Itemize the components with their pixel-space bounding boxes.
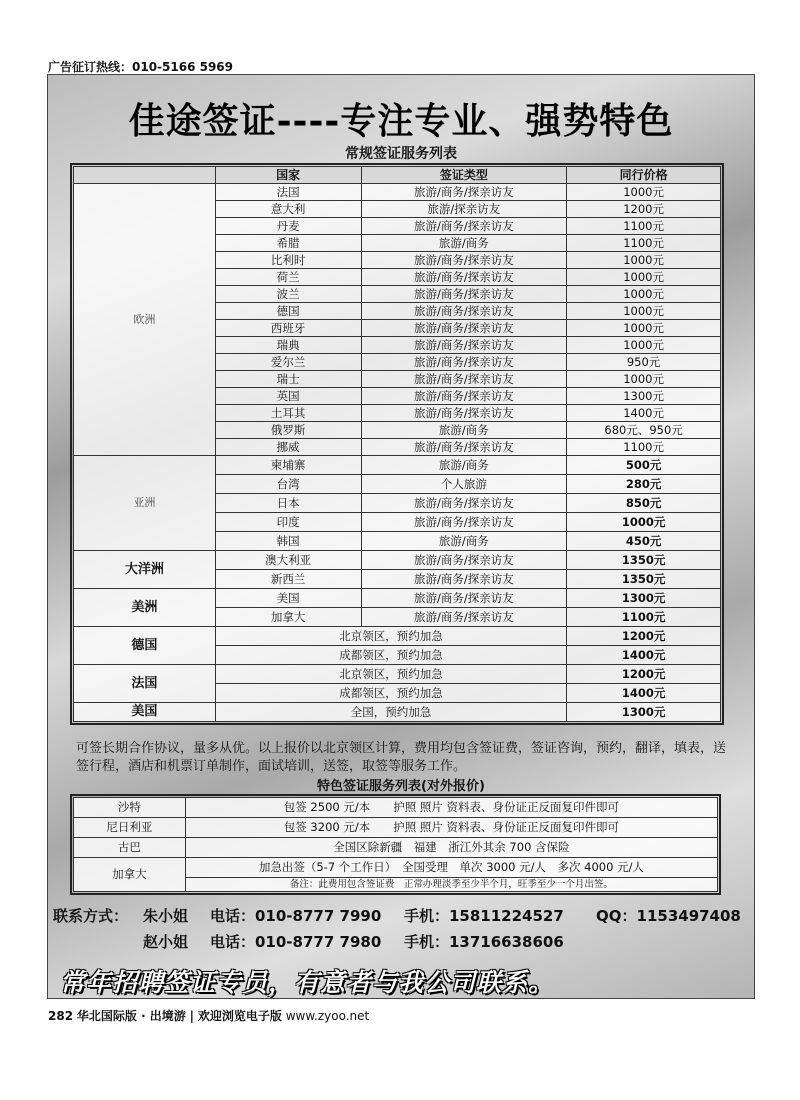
- country-label: 美国: [74, 703, 216, 722]
- table-row: [74, 627, 721, 646]
- visa-type-cell: 旅游/商务/探亲访友: [361, 337, 567, 354]
- country-cell: 瑞典: [215, 337, 361, 354]
- ad-panel: [47, 74, 755, 999]
- price-cell: 1000元: [567, 269, 721, 286]
- visa-type-cell: 旅游/探亲访友: [361, 201, 567, 218]
- country-cell: 台湾: [215, 475, 361, 494]
- price-cell: 1200元: [567, 201, 721, 218]
- visa-type-cell: 旅游/商务/探亲访友: [361, 608, 567, 627]
- table-row: [74, 184, 721, 201]
- price-cell: 500元: [567, 456, 721, 475]
- country-label: 法国: [74, 665, 216, 703]
- regular-visa-table: [73, 166, 721, 722]
- country-cell: 加拿大: [74, 858, 186, 892]
- contact-info: [53, 905, 741, 957]
- publication-name: 华北国际版 · 出境游: [76, 1009, 186, 1023]
- price-cell: 1200元: [567, 665, 721, 684]
- table-row: [74, 838, 718, 858]
- country-cell: 印度: [215, 513, 361, 532]
- country-cell: 古巴: [74, 838, 186, 858]
- page-title: 佳途签证----专注专业、强势特色: [128, 100, 674, 142]
- visa-type-cell: 旅游/商务: [361, 422, 567, 439]
- visa-type-cell: 旅游/商务/探亲访友: [361, 371, 567, 388]
- visa-type-cell: 旅游/商务/探亲访友: [361, 405, 567, 422]
- country-cell: 德国: [215, 303, 361, 320]
- special-table-title: 特色签证服务列表(对外报价): [317, 779, 485, 794]
- contact-person: 朱小姐: [143, 907, 189, 925]
- visa-type-cell: 旅游/商务/探亲访友: [361, 589, 567, 608]
- country-cell: 俄罗斯: [215, 422, 361, 439]
- price-cell: 1100元: [567, 439, 721, 456]
- special-table-body: [74, 798, 718, 892]
- country-cell: 美国: [215, 589, 361, 608]
- country-cell: 柬埔寨: [215, 456, 361, 475]
- contact-person: 赵小姐: [143, 933, 189, 951]
- country-cell: 法国: [215, 184, 361, 201]
- table-row: [74, 589, 721, 608]
- country-cell: 挪威: [215, 439, 361, 456]
- table-row: [74, 798, 718, 818]
- price-cell: 1100元: [567, 218, 721, 235]
- region-label: 亚洲: [74, 456, 216, 551]
- visa-type-cell: 旅游/商务/探亲访友: [361, 513, 567, 532]
- visa-type-cell: 旅游/商务: [361, 456, 567, 475]
- header-cell: 国家: [215, 167, 361, 184]
- country-cell: 日本: [215, 494, 361, 513]
- price-cell: 1400元: [567, 684, 721, 703]
- contact-line-2: [53, 931, 741, 957]
- country-cell: 丹麦: [215, 218, 361, 235]
- price-cell: 1000元: [567, 320, 721, 337]
- consulate-cell: 成都领区，预约加急: [215, 646, 566, 665]
- visa-type-cell: 旅游/商务/探亲访友: [361, 494, 567, 513]
- country-cell: 比利时: [215, 252, 361, 269]
- country-cell: 尼日利亚: [74, 818, 186, 838]
- visa-type-cell: 旅游/商务/探亲访友: [361, 320, 567, 337]
- region-label: 欧洲: [74, 184, 216, 456]
- footer-separator: |: [189, 1009, 195, 1023]
- country-cell: 英国: [215, 388, 361, 405]
- visa-type-cell: 旅游/商务/探亲访友: [361, 570, 567, 589]
- country-cell: 新西兰: [215, 570, 361, 589]
- ad-hotline: 广告征订热线：010-5166 5969: [48, 60, 234, 74]
- table-row: [74, 551, 721, 570]
- price-cell: 1000元: [567, 371, 721, 388]
- contact-mobile: 手机：15811224527: [404, 907, 564, 925]
- remark-cell: 备注：此费用包含签证费 正常办理淡季至少半个月，旺季至少一个月出签。: [185, 878, 717, 892]
- welcome-text: 欢迎浏览电子版: [197, 1009, 282, 1023]
- table-row: [74, 818, 718, 838]
- region-label: 大洋洲: [74, 551, 216, 589]
- country-cell: 加拿大: [215, 608, 361, 627]
- table-header-row: [74, 167, 721, 184]
- visa-type-cell: 旅游/商务/探亲访友: [361, 439, 567, 456]
- price-cell: 1100元: [567, 235, 721, 252]
- visa-type-cell: 旅游/商务/探亲访友: [361, 551, 567, 570]
- price-cell: 1350元: [567, 570, 721, 589]
- country-label: 德国: [74, 627, 216, 665]
- table-row: [74, 456, 721, 475]
- price-cell: 1400元: [567, 646, 721, 665]
- service-cell: 加急出签（5-7 个工作日） 全国受理 单次 3000 元/人 多次 4000 元/人: [185, 858, 717, 878]
- service-cell: 包签 2500 元/本 护照 照片 资料表、身份证正反面复印件即可: [185, 798, 717, 818]
- country-cell: 西班牙: [215, 320, 361, 337]
- price-cell: 450元: [567, 532, 721, 551]
- table-row: [74, 665, 721, 684]
- price-cell: 1000元: [567, 252, 721, 269]
- recruitment-banner: 常年招聘签证专员，有意者与我公司联系。: [60, 968, 555, 997]
- website-link[interactable]: www.zyoo.net: [285, 1009, 370, 1023]
- contact-mobile: 手机：13716638606: [404, 933, 564, 951]
- visa-type-cell: 旅游/商务: [361, 532, 567, 551]
- contact-phone: 电话：010-8777 7990: [210, 907, 382, 925]
- country-cell: 瑞士: [215, 371, 361, 388]
- header-cell: 签证类型: [361, 167, 567, 184]
- price-cell: 280元: [567, 475, 721, 494]
- regular-table-title: 常规签证服务列表: [345, 146, 457, 162]
- service-cell: 包签 3200 元/本 护照 照片 资料表、身份证正反面复印件即可: [185, 818, 717, 838]
- table-row: [74, 703, 721, 722]
- header-cell: [74, 167, 216, 184]
- visa-type-cell: 旅游/商务/探亲访友: [361, 388, 567, 405]
- visa-type-cell: 旅游/商务/探亲访友: [361, 252, 567, 269]
- country-cell: 沙特: [74, 798, 186, 818]
- visa-type-cell: 旅游/商务: [361, 235, 567, 252]
- regular-table-body: [74, 184, 721, 722]
- price-cell: 1000元: [567, 303, 721, 320]
- contact-qq: QQ：1153497408: [596, 907, 741, 925]
- visa-type-cell: 旅游/商务/探亲访友: [361, 303, 567, 320]
- consulate-cell: 北京领区，预约加急: [215, 627, 566, 646]
- country-cell: 荷兰: [215, 269, 361, 286]
- country-cell: 希腊: [215, 235, 361, 252]
- cooperation-note: 可签长期合作协议，量多从优。以上报价以北京领区计算，费用均包含签证费，签证咨询，预约，翻译，填表，送签行程，酒店和机票订单制作，面试培训，送签，取签等服务工作。: [76, 741, 727, 774]
- country-cell: 意大利: [215, 201, 361, 218]
- country-cell: 韩国: [215, 532, 361, 551]
- price-cell: 850元: [567, 494, 721, 513]
- contact-phone: 电话：010-8777 7980: [210, 933, 382, 951]
- price-cell: 1300元: [567, 703, 721, 722]
- visa-type-cell: 个人旅游: [361, 475, 567, 494]
- page-footer: [48, 1007, 369, 1024]
- page-number: 282: [48, 1009, 74, 1023]
- price-cell: 950元: [567, 354, 721, 371]
- country-cell: 波兰: [215, 286, 361, 303]
- price-cell: 1000元: [567, 513, 721, 532]
- price-cell: 1300元: [567, 589, 721, 608]
- country-cell: 土耳其: [215, 405, 361, 422]
- visa-type-cell: 旅游/商务/探亲访友: [361, 218, 567, 235]
- price-cell: 1100元: [567, 608, 721, 627]
- special-visa-table: [73, 797, 718, 892]
- visa-type-cell: 旅游/商务/探亲访友: [361, 269, 567, 286]
- price-cell: 1000元: [567, 286, 721, 303]
- contact-label: 联系方式：: [53, 907, 129, 925]
- price-cell: 1400元: [567, 405, 721, 422]
- price-cell: 1300元: [567, 388, 721, 405]
- table-row: [74, 858, 718, 878]
- price-cell: 1000元: [567, 184, 721, 201]
- consulate-cell: 全国，预约加急: [215, 703, 566, 722]
- visa-type-cell: 旅游/商务/探亲访友: [361, 184, 567, 201]
- consulate-cell: 北京领区，预约加急: [215, 665, 566, 684]
- service-cell: 全国区除新疆 福建 浙江外其余 700 含保险: [185, 838, 717, 858]
- region-label: 美洲: [74, 589, 216, 627]
- price-cell: 1200元: [567, 627, 721, 646]
- country-cell: 爱尔兰: [215, 354, 361, 371]
- price-cell: 680元、950元: [567, 422, 721, 439]
- header-cell: 同行价格: [567, 167, 721, 184]
- country-cell: 澳大利亚: [215, 551, 361, 570]
- visa-type-cell: 旅游/商务/探亲访友: [361, 354, 567, 371]
- price-cell: 1350元: [567, 551, 721, 570]
- visa-type-cell: 旅游/商务/探亲访友: [361, 286, 567, 303]
- price-cell: 1000元: [567, 337, 721, 354]
- consulate-cell: 成都领区，预约加急: [215, 684, 566, 703]
- contact-line-1: [53, 905, 741, 931]
